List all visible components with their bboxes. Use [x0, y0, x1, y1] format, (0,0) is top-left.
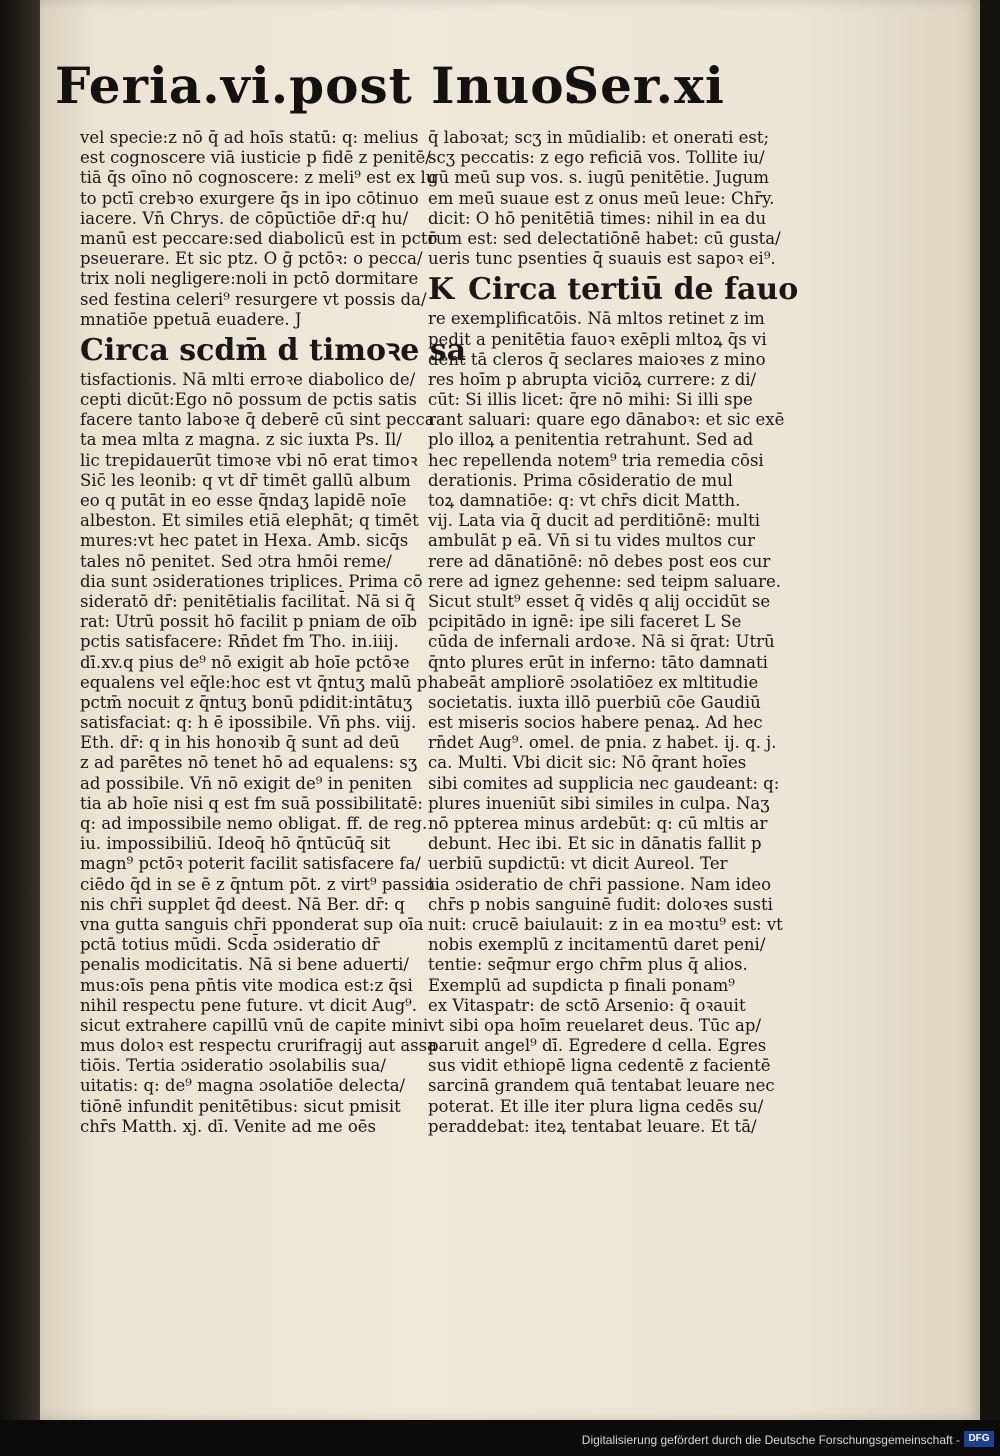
text-line: vel specie:z nō q̄ ad hoīs statū: q: melius [80, 128, 419, 147]
running-head-title: Feria.vi.post Inuo. [55, 56, 583, 115]
text-line: ad possibile. Vn̄ nō exigit de⁹ in peniten [80, 773, 412, 793]
text-line: q: ad impossibile nemo obligat. ff. de reg. [80, 814, 428, 833]
text-line: dia sunt ɔsiderationes triplices. Prima cō [80, 571, 423, 591]
text-line: societatis. iuxta illō puerbiū cōe Gaudiū [428, 692, 761, 712]
text-line: tia ɔsideratio de chr̄i passione. Nam ideo [428, 874, 772, 894]
text-line: scʒ peccatis: z ego reficiā vos. Tollite iu/ [428, 148, 765, 168]
text-line: mnatiōe ppetuā euadere. J [80, 309, 302, 329]
text-line: plures inueniūt sibi similes in culpa. Naʒ [428, 793, 770, 813]
right-section-heading-text: Circa tertiū de fauo [468, 272, 799, 308]
text-line: hec repellenda notem⁹ tria remedia cōsi [428, 450, 764, 470]
text-line: penalis modicitatis. Nā si bene aduerti/ [80, 955, 409, 975]
left-section-heading: Circa scdm̄ d timoꝛe sa [80, 332, 467, 368]
left-book-edge [0, 0, 40, 1420]
text-line: chr̄s Matth. xj. dī. Venite ad me oēs [80, 1116, 376, 1136]
text-line: tentie: seq̄mur ergo chr̄m plus q̄ alios. [428, 955, 748, 975]
text-line: debunt. Hec ibi. Et sic in dānatis fallit p [428, 834, 762, 854]
text-line: vt sibi opa hoīm reuelaret deus. Tūc ap/ [428, 1015, 762, 1035]
left-text-column [80, 128, 467, 1137]
right-text-column [428, 128, 799, 1137]
text-line: rum est: sed delectatiōnē habet: cū gusta/ [428, 228, 781, 248]
text-line: dent tā cleros q̄ seclares maioꝛes z mino [428, 349, 766, 369]
text-line: est miseris socios habere penaꝝ. Ad hec [428, 713, 763, 733]
text-line: ex Vitaspatr: de sctō Arsenio: q̄ oꝛauit [428, 995, 746, 1015]
text-line: vna gutta sanguis chr̄i pponderat sup oīa [80, 914, 424, 934]
text-line: derationis. Prima cōsideratio de mul [428, 470, 733, 490]
right-section-heading [428, 272, 799, 308]
text-line: pseuerare. Et sic ptz. O ḡ pctōꝛ: o pecca/ [80, 249, 423, 269]
text-line: sicut extrahere capillū vnū de capite mini [80, 1015, 429, 1035]
right-book-edge [980, 0, 1000, 1420]
text-line: tia ab hoīe nisi q est fm suā possibilitatē: [80, 793, 423, 813]
text-line: rat: Utrū possit hō facilit p pniam de oīb [80, 612, 418, 632]
text-line: pcipitādo in ignē: ipe sili faceret L Se [428, 612, 742, 632]
text-line: em meū suaue est z onus meū leue: Chr̄y. [428, 188, 775, 208]
text-line: cūt: Si illis licet: q̄re nō mihi: Si illi spe [428, 390, 753, 410]
text-line: nuit: crucē baiulauit: z in ea moꝛtu⁹ est: vt [428, 914, 783, 934]
text-line: q̄ laboꝛat; scʒ in mūdialib: et onerati est; [428, 128, 770, 147]
text-line: ta mea mlta z magna. z sic iuxta Ps. Il/ [80, 430, 402, 450]
text-line: ambulāt p eā. Vn̄ si tu vides multos cur [428, 531, 756, 551]
text-line: peraddebat: iteꝝ tentabat leuare. Et tā/ [428, 1116, 757, 1136]
left-paragraph-2 [80, 369, 437, 1137]
text-line: pctā totius mūdi. Scd̄a ɔsideratio dr̄ [80, 935, 380, 955]
text-line: to pctī crebꝛo exurgere q̄s in ipo cōtinuo [80, 188, 419, 208]
text-line: vij. Lata via q̄ ducit ad perditiōnē: multi [428, 511, 760, 531]
text-line: habeāt ampliorē ɔsolatiōez ex mltitudie [428, 672, 759, 692]
text-line: tiōis. Tertia ɔsideratio ɔsolabilis sua/ [80, 1056, 386, 1076]
text-line: Exemplū ad supdicta p finali ponam⁹ [428, 975, 735, 995]
text-line: iacere. Vn̄ Chrys. de cōpūctiōe dr̄:q hu/ [80, 208, 409, 228]
section-initial: K [428, 272, 455, 308]
text-line: Sic̄ les leonib: q vt dr̄ timēt gallū album [80, 470, 411, 490]
text-line: sideratō dr̄: penitētialis facilitat̄. Nā si q̄ [80, 591, 416, 611]
text-line: rant saluari: quare ego dānaboꝛ: et sic exē [428, 410, 785, 430]
text-line: ueris tunc psenties q̄ suauis est sapoꝛ ei⁹. [428, 249, 776, 269]
text-line: eo q putāt in eo esse q̄ndaʒ lapidē noīe [80, 491, 407, 510]
text-line: nis chr̄i supplet q̄d deest. Nā Ber. dr̄: q [80, 894, 405, 914]
text-line: tiōnē infundit penitētibus: sicut pmisit [80, 1096, 401, 1116]
text-line: uitatis: q: de⁹ magna ɔsolatiōe delecta/ [80, 1076, 406, 1096]
right-paragraph-1 [428, 128, 781, 269]
text-line: iu. impossibiliū. Ideoq̄ hō q̄ntūcūq̄ sit [80, 834, 391, 854]
text-line: paruit angel⁹ dī. Egredere d cella. Egres [428, 1036, 767, 1056]
text-line: toꝝ damnatiōe: q: vt chr̄s dicit Matth. [428, 491, 741, 510]
text-line: Eth. dr̄: q in his honoꝛib q̄ sunt ad deū [80, 733, 400, 753]
text-line: z ad parētes nō tenet hō ad equalens: sʒ [80, 753, 418, 773]
text-line: cūda de infernali ardoꝛe. Nā si q̄rat: Utrū [428, 632, 775, 652]
text-line: trix noli negligere:noli in pctō dormitare [80, 269, 419, 289]
text-line: rere ad ignez gehenne: sed teipm saluare. [428, 571, 782, 591]
text-line: pedit a penitētia fauoꝛ exēpli mltoꝝ q̄s vi [428, 329, 767, 349]
text-line: magn⁹ pctōꝛ poterit facilit satisfacere fa/ [80, 854, 421, 874]
text-line: re exemplificatōis. Nā mltos retinet z im [428, 309, 765, 329]
text-line: mus doloꝛ est respectu crurifragij aut assa [80, 1036, 437, 1056]
text-line: ciēdo q̄d in se ē z q̄ntum pōt. z virt⁹ passio [80, 874, 435, 894]
text-line: equalens vel eq̄le:hoc est vt q̄ntuʒ malū p [80, 672, 428, 692]
text-line: albeston. Et similes etiā elephāt; q timēt [80, 511, 419, 531]
text-line: uerbiū supdictū: vt dicit Aureol. Ter [428, 854, 728, 874]
text-line: dī.xv.q pius de⁹ nō exigit ab hoīe pctōꝛe [80, 652, 410, 672]
text-line: ca. Multi. Vbi dicit sic: Nō q̄rant hoīes [428, 753, 747, 773]
text-line: mures:vt hec patet in Hexa. Amb. sicq̄s [80, 531, 409, 551]
text-line: pctm̄ nocuit z q̄ntuʒ bonū pdidit:intātuʒ [80, 692, 413, 712]
text-line: est cognoscere viā iusticie p fidē z penitē/ [80, 148, 431, 168]
text-line: cepti dicūt:Ego nō possum de pctis satis [80, 390, 417, 410]
text-line: q̄nto plures erūt in inferno: tāto damnati [428, 652, 768, 672]
text-line: chr̄s p nobis sanguinē fudit: doloꝛes susti [428, 894, 773, 914]
text-line: plo illoꝝ a penitentia retrahunt. Sed ad [428, 430, 754, 450]
text-line: manū est peccare:sed diabolicū est in pctō [80, 228, 438, 248]
text-line: poterat. Et ille iter plura ligna cedēs su/ [428, 1096, 764, 1116]
text-line: nobis exemplū z incitamentū daret peni/ [428, 935, 766, 955]
funding-credit: Digitalisierung gefördert durch die Deutsche Forschungsgemeinschaft - [581, 1433, 960, 1447]
text-line: lic trepidauerūt timoꝛe vbi nō erat timoꝛ [80, 450, 418, 470]
text-line: facere tanto laboꝛe q̄ deberē cū sint pecca [80, 410, 435, 430]
text-line: pctis satisfacere: Rn̄det fm Tho. in.iiij. [80, 632, 399, 652]
right-paragraph-2 [428, 309, 785, 1137]
text-line: rere ad dānatiōnē: nō debes post eos cur [428, 551, 771, 571]
text-line: satisfaciat: q: h ē ipossibile. Vn̄ phs. viij. [80, 713, 417, 733]
text-line: sarcinā grandem quā tentabat leuare nec [428, 1076, 775, 1096]
dfg-logo: DFG [964, 1431, 994, 1447]
text-line: sibi comites ad supplicia nec gaudeant: q: [428, 773, 780, 793]
left-paragraph-1 [80, 128, 438, 330]
text-line: rn̄det Aug⁹. omel. de pnia. z habet. ij. q. j. [428, 733, 777, 753]
text-line: tiā q̄s oīno nō cognoscere: z meli⁹ est ex lu [80, 168, 437, 188]
text-line: mus:oīs pena pn̄tis vite modica est:z q̄si [80, 975, 413, 995]
text-line: tales nō penitet. Sed ɔtra hmōi reme/ [80, 551, 392, 571]
text-line: res hoīm p abrupta viciōꝝ currere: z di/ [428, 369, 757, 389]
text-line: sed festina celeri⁹ resurgere vt possis da/ [80, 289, 427, 309]
text-line: gū meū sup vos. s. iugū penitētie. Jugum [428, 168, 769, 188]
text-line: dicit: O hō penitētiā times: nihil in ea du [428, 208, 767, 228]
text-line: tisfactionis. Nā mlti erroꝛe diabolico de/ [80, 369, 416, 389]
running-head-sermon-number: Ser.xi [563, 56, 725, 115]
text-line: Sicut stult⁹ esset q̄ vidēs q alij occidūt se [428, 591, 771, 611]
text-line: sus vidit ethiopē ligna cedentē z facientē [428, 1056, 771, 1076]
text-line: nō ppterea minus ardebūt: q: cū mltis ar [428, 814, 768, 833]
text-line: nihil respectu pene future. vt dicit Aug⁹. [80, 995, 418, 1015]
